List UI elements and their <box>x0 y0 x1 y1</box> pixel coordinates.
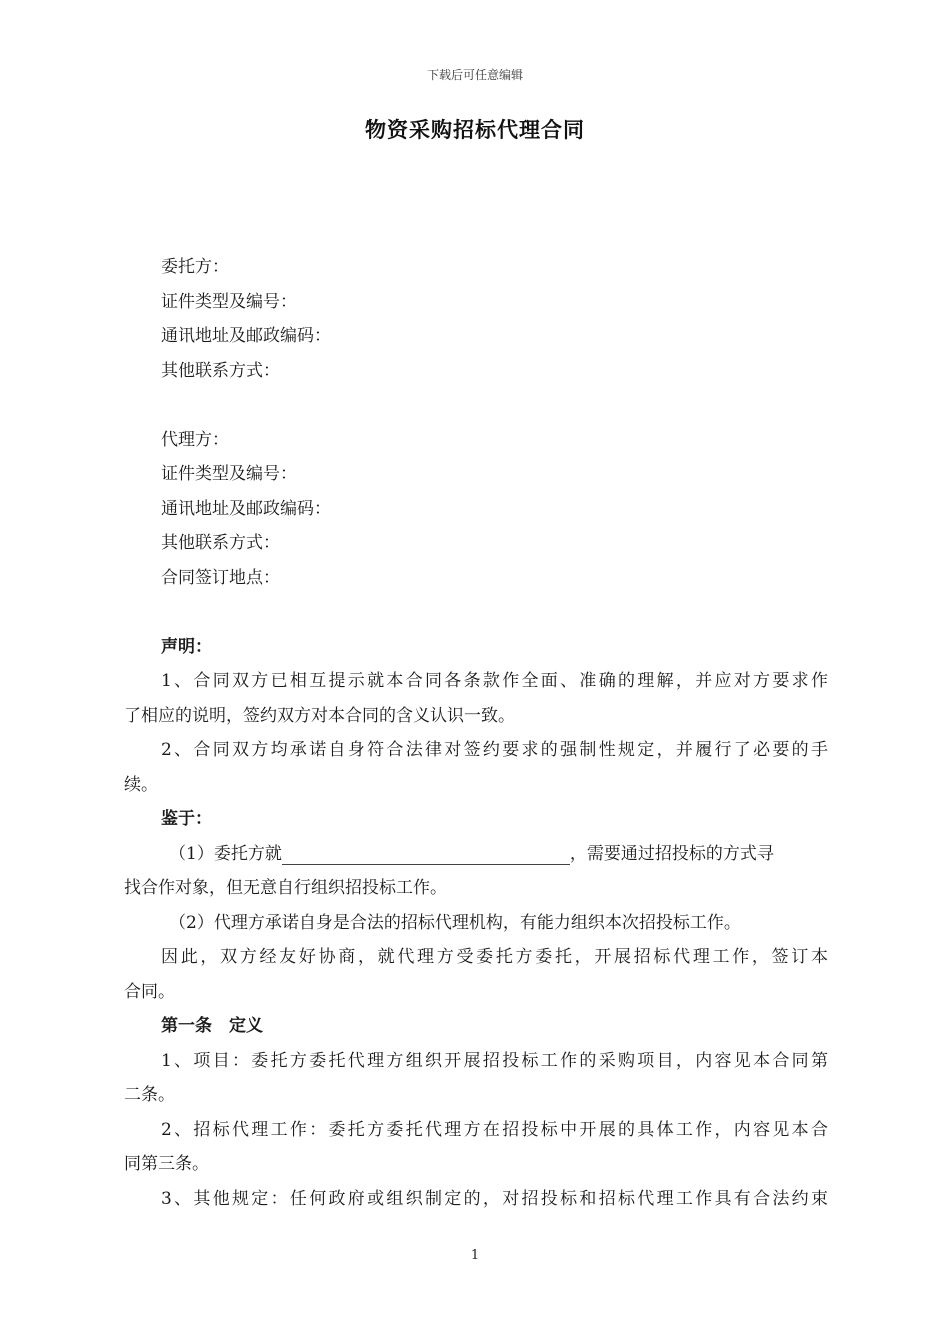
principal-id: 证件类型及编号： <box>161 291 297 312</box>
agent-id: 证件类型及编号： <box>161 464 297 484</box>
spacer <box>124 595 828 630</box>
document-title: 物资采购招标代理合同 <box>365 117 585 142</box>
declaration-heading: 声明： <box>161 636 212 657</box>
whereas-heading: 鉴于： <box>161 809 212 829</box>
whereas-item1-suffix: ，需要通过招投标的方式寻 <box>569 843 774 864</box>
principal-address: 通讯地址及邮政编码： <box>161 326 331 346</box>
page-number: 1 <box>470 1248 480 1263</box>
definition1-line1: 1、项目：委托方委托代理方组织开展招投标工作的采购项目，内容见本合同第 <box>161 1050 828 1071</box>
document-body <box>124 250 828 1216</box>
whereas-item2: （2）代理方承诺自身是合法的招标代理机构，有能力组织本次招投标工作。 <box>169 912 741 933</box>
whereas-item1-line2: 找合作对象，但无意自行组织招投标工作。 <box>124 878 447 898</box>
spacer <box>124 388 828 423</box>
whereas-item1-prefix: （1）委托方就 <box>169 843 282 864</box>
principal-contact: 其他联系方式： <box>161 360 280 381</box>
declaration-p1-line2: 了相应的说明，签约双方对本合同的含义认识一致。 <box>124 705 515 726</box>
definition1-line2: 二条。 <box>124 1085 175 1105</box>
fill-in-blank <box>282 842 570 865</box>
therefore-line1: 因此，双方经友好协商，就代理方受委托方委托，开展招标代理工作，签订本 <box>161 947 828 967</box>
signing-place: 合同签订地点： <box>161 567 280 588</box>
declaration-p2-line2: 续。 <box>124 774 158 795</box>
article1-heading: 第一条 定义 <box>161 1016 263 1036</box>
principal-name: 委托方： <box>161 257 229 277</box>
declaration-p2-line1: 2、合同双方均承诺自身符合法律对签约要求的强制性规定，并履行了必要的手 <box>161 740 828 760</box>
agent-contact: 其他联系方式： <box>161 533 280 553</box>
agent-address: 通讯地址及邮政编码： <box>161 498 331 519</box>
agent-name: 代理方： <box>161 429 229 450</box>
definition3-line1: 3、其他规定：任何政府或组织制定的，对招投标和招标代理工作具有合法约束 <box>161 1188 828 1209</box>
therefore-line2: 合同。 <box>124 981 175 1002</box>
definition2-line2: 同第三条。 <box>124 1154 209 1174</box>
definition2-line1: 2、招标代理工作：委托方委托代理方在招投标中开展的具体工作，内容见本合 <box>161 1119 828 1140</box>
header-note: 下载后可任意编辑 <box>426 68 523 82</box>
whereas-item1-line1 <box>124 837 828 872</box>
declaration-p1-line1: 1、合同双方已相互提示就本合同各条款作全面、准确的理解，并应对方要求作 <box>161 671 828 691</box>
